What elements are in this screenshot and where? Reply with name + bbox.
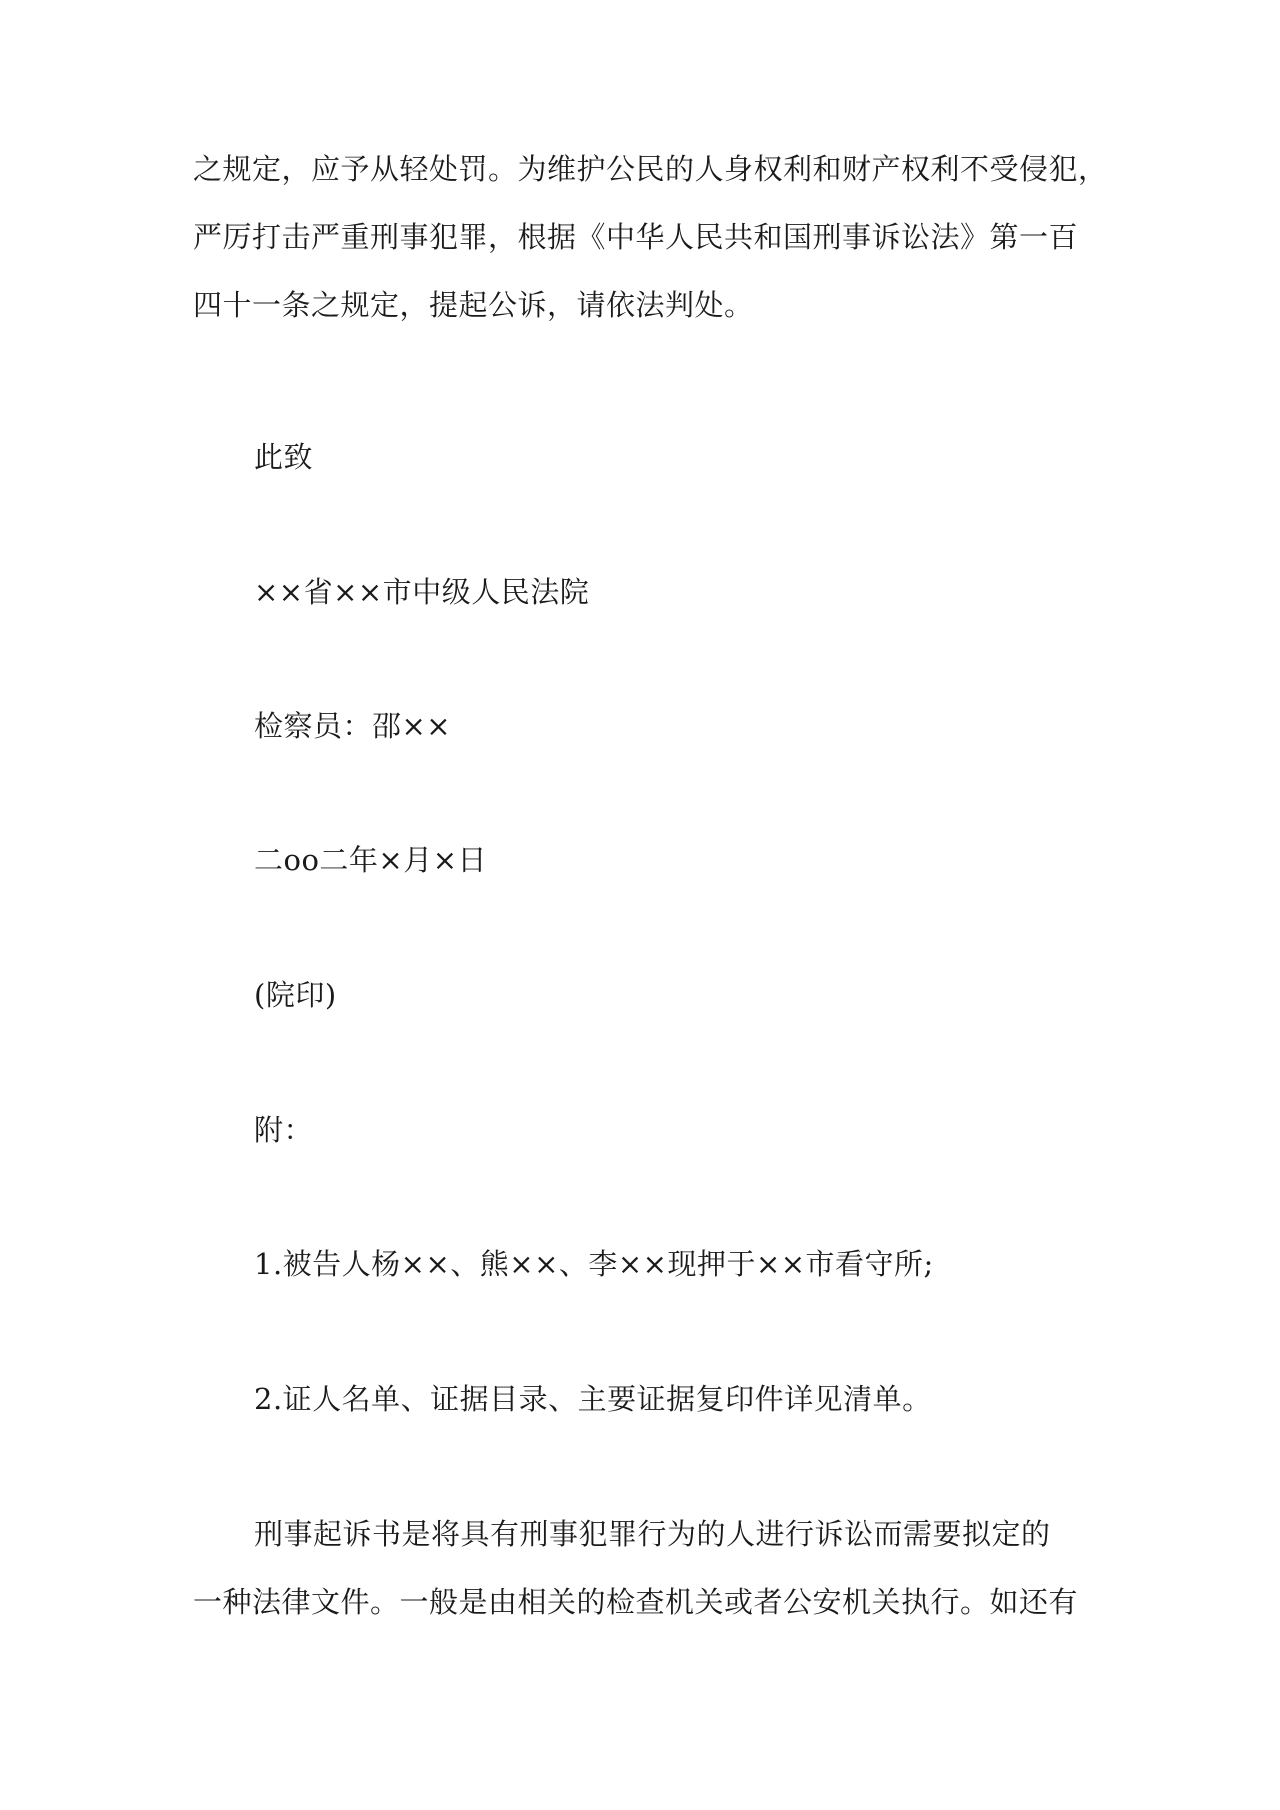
attachment-item-1: 1.被告人杨××、熊××、李××现押于××市看守所; xyxy=(254,1247,934,1281)
paragraph-top-line-3: 四十一条之规定，提起公诉，请依法判处。 xyxy=(193,288,754,322)
seal-note: (院印) xyxy=(254,978,337,1012)
paragraph-top-line-2: 严厉打击严重刑事犯罪，根据《中华人民共和国刑事诉讼法》第一百 xyxy=(193,220,1079,254)
salutation: 此致 xyxy=(254,440,314,474)
court-name: ××省××市中级人民法院 xyxy=(254,575,590,609)
paragraph-bottom-line-2: 一种法律文件。一般是由相关的检查机关或者公安机关执行。如还有 xyxy=(193,1585,1079,1619)
paragraph-top-line-1: 之规定，应予从轻处罚。为维护公民的人身权利和财产权利不受侵犯， xyxy=(193,152,1108,186)
date: 二oo二年×月×日 xyxy=(254,843,488,877)
prosecutor: 检察员：邵×× xyxy=(254,709,452,743)
paragraph-bottom-line-1: 刑事起诉书是将具有刑事犯罪行为的人进行诉讼而需要拟定的 xyxy=(254,1517,1051,1551)
paragraph-top xyxy=(193,135,1108,339)
attachment-label: 附： xyxy=(254,1113,314,1147)
paragraph-bottom xyxy=(193,1500,1093,1636)
attachment-item-2: 2.证人名单、证据目录、主要证据复印件详见清单。 xyxy=(254,1382,932,1416)
